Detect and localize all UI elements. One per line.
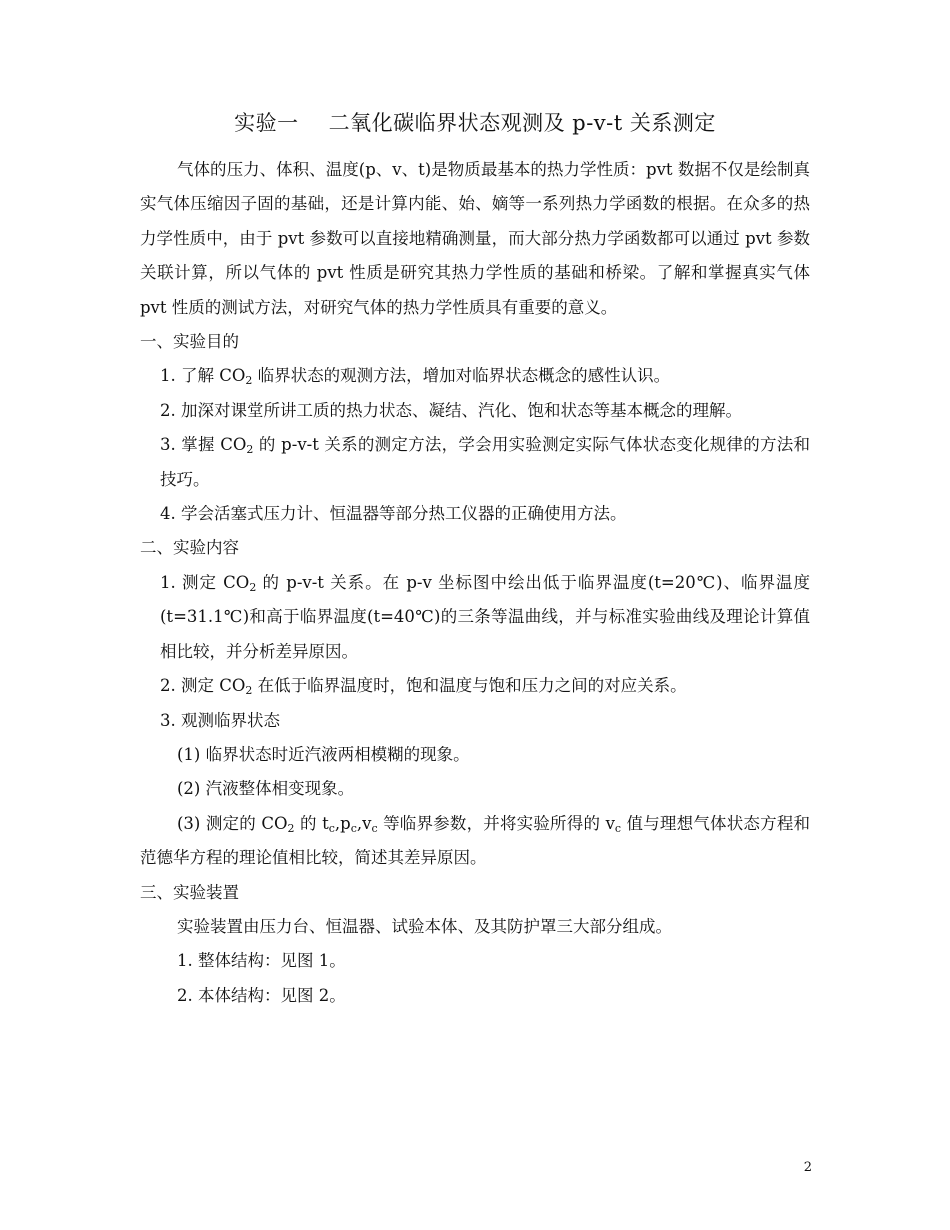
section-heading-objectives: 一、实验目的 [140,332,239,352]
document-body [140,153,810,1013]
objective-item-2: 2. 加深对课堂所讲工质的热力状态、凝结、汽化、饱和状态等基本概念的理解。 [160,400,742,420]
content-subitem-3: (3) 测定的 $CO_2$ 的 $t_c,p_c,v_c$ 等临界参数，并将实验所得的 $v_c$ 值与理想气体状态方程和范德华方程的理论值相比较，简述其差异原因。 [140,813,811,868]
apparatus-item-2: 2. 本体结构：见图 2。 [177,985,346,1005]
title-experiment-number: 实验一 [234,111,299,135]
objective-item-3: 3. 掌握 $CO_2$ 的 p-v-t 关系的测定方法，学会用实验测定实际气体状态变化规律的方法和技巧。 [160,435,811,489]
content-subitem-2: (2) 汽液整体相变现象。 [177,779,355,799]
content-item-2: 2. 测定 $CO_2$ 在低于临界温度时，饱和温度与饱和压力之间的对应关系。 [160,676,687,698]
content-subitem-1: (1) 临界状态时近汽液两相模糊的现象。 [177,744,470,764]
content-item-1: 1. 测定 $CO_2$ 的 p-v-t 关系。在 p-v 坐标图中绘出低于临界温度(t=20℃)、临界温度(t=31.1℃)和高于临界温度(t=40℃)的三条等温曲线，并与标准实验曲线及理论计算值相比较，并分析差异原因。 [160,572,810,661]
content-item-3: 3. 观测临界状态 [160,710,280,730]
objective-item-1: 1. 了解 $CO_2$ 临界状态的观测方法，增加对临界状态概念的感性认识。 [160,366,671,388]
title-experiment-name: 二氧化碳临界状态观测及 p-v-t 关系测定 [328,111,716,135]
page-number: 2 [803,1160,812,1175]
section-heading-apparatus: 三、实验装置 [140,882,239,902]
page-title [140,106,810,140]
objective-item-4: 4. 学会活塞式压力计、恒温器等部分热工仪器的正确使用方法。 [160,504,627,524]
intro-paragraph: 气体的压力、体积、温度(p、v、t)是物质最基本的热力学性质：pvt 数据不仅是绘制真实气体压缩因子固的基础，还是计算内能、始、嫡等一系列热力学函数的根据。在众多的热力学性质中，由于 pvt 参数可以直接地精确测量，而大部分热力学函数都可以通过 pvt 参数关联计算，所以气体的 pvt 性质是研究其热力学性质的基础和桥梁。了解和掌握真实气体 pvt 性质的测试方法，对研究气体的热力学性质具有重要的意义。 [140,160,810,317]
apparatus-intro: 实验装置由压力台、恒温器、试验本体、及其防护罩三大部分组成。 [177,916,672,936]
section-heading-content: 二、实验内容 [140,538,239,558]
apparatus-item-1: 1. 整体结构：见图 1。 [177,951,346,971]
